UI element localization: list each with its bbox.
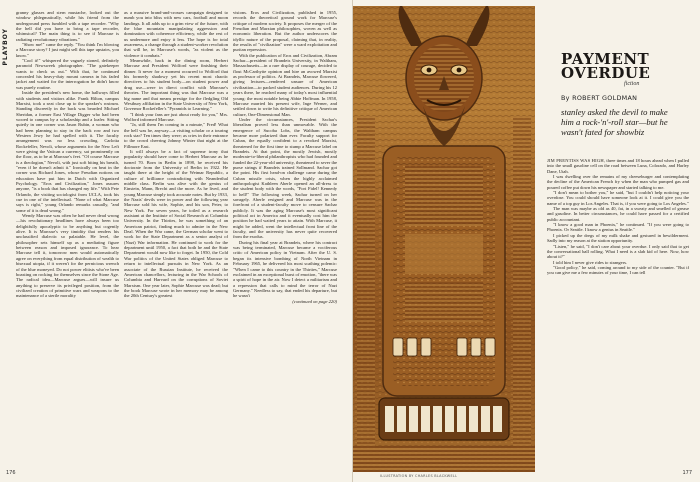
paragraph: Under the circumstances, President Sachar's liberalism proved less than unmovable. With the emergence of Sucoba Lobs, the Waltham campus became more polarized than ever. Faculty support for Cuban, the equally confident to a revoked Marxist, threatened for the first time to stump a Marcuse label on Brandeis. At that point, the mostly Jewish, mostly moderate-to-liberal philanthropists who had founded and funded the 22-year-old university, threatened to sever the purse strings if Brandeis trained Sollmand. Sachar got the point. His first head-on challenge came during the Cuban missile crisis, when the highly acclaimed anthropologist Kathleen Aberle opened an all-dress to the student body with the words, "Fort Fidel! Kennedy to hell!" The following week, Sachar turned on her savagely. Aberle resigned and Marcuse was in the forefront of a student-faculty move to censure Sachar publicly. It was the aging Marcuse's most significant political act in America and it eventually cost him the position he had waited years to attain. With Marcuse, it might be added, went the intellectual front line of the faculty, and the university has never quite recovered from the exodus. <box>233 116 337 240</box>
story-column <box>547 158 689 470</box>
page-number-left: 176 <box>6 470 16 476</box>
story-lead-text: three times and 18 hours ahead when I pulled into the small gasoline cell on the road between Luna, Colorado, and Harley Dane, Utah. <box>547 158 689 174</box>
paragraph: "I don't mean to bother you," he said, "but I couldn't help noticing your overdose. You could should have someone look at it. I could give you the name of a top guy in Los Angeles. That is, if you were going to Los Angeles." <box>547 190 689 206</box>
story-title: PAYMENT OVERDUE <box>561 50 651 82</box>
paragraph: as a massive brand-and-crosses campaign designed to numb you into bliss with new cars, football and moon landings. It all adds up to a grim view of the future, with the blue mountain manipulating aggression and domination with coherence efficiency, while the rest of us undermore and enjoy it less. The hope is for total awareness, a change through a student-worker revolution that will be, in Marcuse's words, "as violent as the violence it combats." <box>124 10 228 58</box>
running-head: PLAYBOY <box>2 28 9 66</box>
paragraph: During his final year at Brandeis, where his contract was being terminated, Marcuse became a vociferous critic of American policy in Vietnam. After the U. S. began its intensive bombing of North Vietnam in February 1965, he delivered his most scathing polemic: "When I came to this country in the Thirties," Marcuse exclaimed in an exceptional burst of emotion, "there was a spirit of hope in the air. Now I detect a militarism and a repression that calls to mind the terror of Nazi Germany." Needless to say, that ended his departure, but he wasn't <box>233 239 337 299</box>
story-byline: By ROBERT GOLDMAN <box>561 94 638 102</box>
paragraph: "Good policy," he said, coming around to my side of the counter. "But if you can give me a few minutes of your time, I can tell <box>547 264 689 276</box>
paragraph: "Listen," he said, "I don't care about your overdue. I only said that to get the conversational ball rolling. What I need is a slab kid of here. Now, how about it?" <box>547 243 689 260</box>
article-column-1 <box>16 10 119 472</box>
paragraph: "Show me!" came the reply. "You think I'm blowing a Marcuse story? I just might sell this tape upstairs, you know." <box>16 42 119 58</box>
story-lead-paragraph <box>547 158 689 174</box>
paragraph: Meanwhile, back in the dining room, Herbert Marcuse and President Wolford were finishing their dinner. It never for a moment occurred to Wolford that his formerly shadowy yet his recent most chaotic directives to his student body—on student power and drug use—were in direct conflict with Marcuse's theories. The important thing was that Marcuse was a big name and that means prestige for the fledgling Old Westbury affiliation in the State University of New York, Governor Rockefeller's "Pyramids to Learning." <box>124 58 228 112</box>
story-genre-label: fiction <box>624 81 640 87</box>
article-column-3 <box>233 10 337 472</box>
paragraph: It will always be a fact of supreme irony that popularity should have come to Herbert Marcuse as he turned 70. Born in Berlin in 1898, he received his doctorate from the University of Berlin in 1922. He taught there at the height of the Weimar Republic, a culture of brilliance contradicting with Neanderthal middle class. Berlin was alive with the genius of Einstein, Mann, Brecht and the more. As he lived, and young Marcuse simply took accurate notes. But by 1933, the Nazis' devils were in power and the following year Marcuse sold his wife, Sophie, and his son, Peter, to New York. For seven years, he toiled as a research assistant at the Institute of Social Research at Columbia University. In the Thirties, he was something of an American patriot, finding much to admire in the New Deal. When the War came, the German scholar went to work for the State Department as a senior analyst of (Nazi) War information. He continued to work for the department until 1950, a fact that both he and the State Department would now like to forget. In 1950, the Cold War politics of the United States obliged Marcuse to return to intellectual pursuits in New York. As an associate of the Russian Institute, he received the American chancellors, lecturing in the War Schools of Columbia and Harvard on the corruptions of Soviet Marxism. One year later, Sophie Marcuse was dead; but the book Marcuse wrote in her memory may be among the 20th Century's greatest <box>124 148 228 299</box>
article-column-2 <box>124 10 228 472</box>
page-number-right: 177 <box>682 470 692 476</box>
paragraph: "I think your fans are just about ready for you," Mrs. Wolford informed Marcuse. <box>124 111 228 122</box>
story-illustration <box>353 6 535 472</box>
paragraph: I picked up the dregs of my milk shake and gestured in bewilderment. Sadly into my reason at the station opportunity. <box>547 232 689 244</box>
devil-figure-illustration <box>353 6 535 472</box>
story-deck: stanley asked the devil to make him a rock-'n'-roll star—but he wasn't fated for showbiz <box>561 107 668 138</box>
paragraph: "Ja, still them I'm coming in a minute," Fred! What the hell was he, anyway—a visiting scholar or a touring rock star? Ten times they were; as cries in their entrance to the crowd cheering Johnny Winter that night at the Fillmore East. <box>124 122 228 149</box>
paragraph: granny glasses and stern mustache, looked out the window phlegmatically, while his friend from the underground press fumbled with a tape recorder. "Why the hell did you have to bring a tape recorder, whimsical? The main thing is to see if Marcuse is radiating revolutionary vibrations." <box>16 10 119 42</box>
paragraph: "I know a good man in Phoenix," he continued. "If you were going to Phoenix. Or Seattle. I know a genius in Seattle." <box>547 222 689 233</box>
paragraph: visions. Eros and Civilization, published in 1955, records the theoretical ground work for Marcuse's critique of modern society. It proposes the merger of the Freudian and Marxian philosophies, woven as well as economic liberation. But the author underscores the idyllic nature of the proposal, claiming that, in reality, the results of "civilization" were a ward exploitation and puritan repression. <box>233 10 337 53</box>
paragraph: The man was maybe as old as 40, fat, in a sweaty and smelled of grease and gasoline. In better circumstances, he could have passed for a certified public accountant. <box>547 206 689 222</box>
paragraph: "Cool it!" whispered the vaguely stoned, definitely paranoid Newsweek photographer. "The gatekeeper wants to check us out." With that, he continued concealed his heavy-duty mount camera in his faded jacket and waited for the interrogation he didn't know was purely routine. <box>16 58 119 90</box>
story-lead-in: JIM PRENTISS WAS HIGH, <box>547 158 606 163</box>
continued-note: (continued on page 220) <box>292 298 337 304</box>
paragraph: I told him I never give rides to strangers. <box>553 259 628 265</box>
paragraph: With the publication of Eros and Civilization, Abram Sachar—president of Brandeis University, in Waltham, Massachusetts—in a rare display of courage, decided to flout McCarthyite opinion and hire an avowed Marxist as professor of politics. At Brandeis, Marcuse flowered, giving lectures—rendered unsure of American civilization—to packed student audiences. During his 12 years there, he reached many of today's most influential young: the most notable being Abbie Hoffman. In 1958, Marcuse married his present wife, Inge Werner, and settled down to write his definitive critique of American culture, One-Dimensional Man. <box>233 52 337 117</box>
paragraph: Wendy Marcuse was often he had never dead wrong—his revolutionary headlines have always been too delightfully apocalyptic to be anything but cogently alive. It is Marcuse's very timidity that renders his unclassified dialectic so palatable. He level, the philosopher sets himself up as a mediating figure between reason and imposed ignorance. To hear Marcuse tell it, tomorrow men would automatically agree on everything from equal distribution of wealth to bisexual utopia, if it weren't for the pernicious wrench of the blue moneyed. Do not power elitists who've been boasting on rocking for themselves since the Stone Age. The radical idea—Marcuse argues—will insure us anything to preserve its privileged position, from the civilized creation of primitive wars and weapons to the maintenance of a sterile morality <box>16 213 119 299</box>
paragraph: I was dwelling over the remains of my cheeseburger and contemplating the decline of the American French fry when the man who pumped gas and poured coffee put down his newspaper and started talking to me. <box>547 174 689 190</box>
paragraph: Inside the president's new home, the hallways filled with students and visitors alike. Frank Hilton, campus Marxist, took a seat close up to the speaker's rostrum. Standing discreetly in the back was bearded Michael Sheridan, a former East Village Digger who had been wooed to campus by a scholarship and a loafer. Sitting quietly in one corner was Jason Rubin, a woman who had been planning to stay in the back row and two Western Jewy he had spelled with it. The faculty arrangement was no less crowding. Carlotta Rockefeller, Nevoli, whose arguments for the New Left were giving the Vatican a currency, sat prominently on the floor, as to be at Marcuse's feet. "Of course Marcuse is a theologian," Nevoli, with just soft biting his breath, "even if he doesn't admit it." Ironically on beat in the corner was Richard Jones, whose Freudian notions on education have put him in Dutch with Organized Psychology. "Eros and Civilization," Jones assures anyone, "is a book that has changed my life." With Pete Orlando, the visiting sociologist from UCLA, took his cue in one of the intellectual. "None of what Marcuse says is right," young Orlando remarks casually, "and some of it is dead wrong." <box>16 90 119 213</box>
illustration-credit: ILLUSTRATION BY CHARLES BLACKWELL <box>380 474 458 478</box>
